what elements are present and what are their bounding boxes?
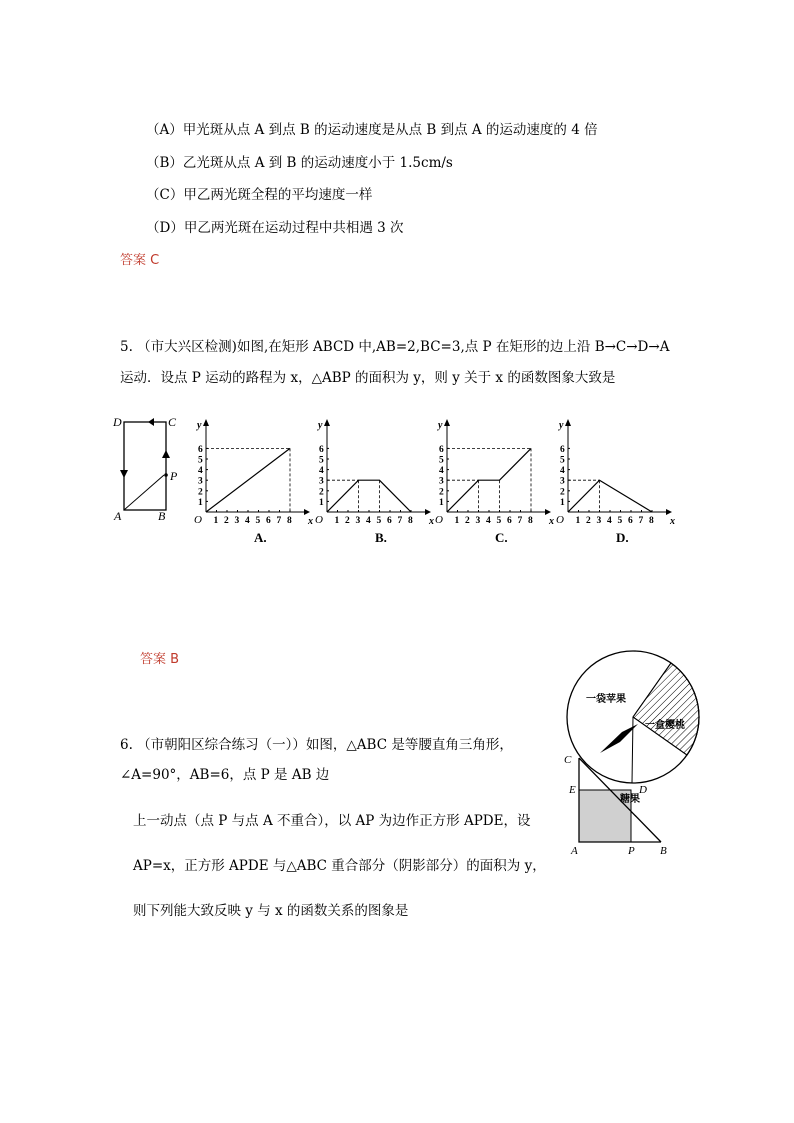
origin-label: O [315,514,323,526]
y-tick-label: 4 [319,466,324,477]
y-tick-label: 6 [319,444,324,455]
y-tick-label: 3 [198,476,203,487]
x-tick-label: 1 [334,516,340,526]
x-axis-label: x [670,516,675,527]
y-tick-label: 1 [439,497,444,508]
x-axis-arrow-icon [425,509,431,515]
q6-stem-line4: AP=x，正方形 APDE 与△ABC 重合部分（阴影部分）的面积为 y， [133,858,546,874]
x-tick-label: 8 [649,516,654,526]
y-tick-label: 1 [319,497,324,508]
tri-label-c: C [564,754,572,766]
q5-answer: 答案 B [140,652,180,667]
x-axis-arrow-icon [545,509,551,515]
rect-label-c: C [168,415,177,429]
q5-rectangle [112,415,178,523]
tri-label-d: D [639,784,647,796]
y-tick-label: 2 [560,487,565,498]
y-tick-label: 1 [198,497,203,508]
x-axis-label: x [549,516,554,527]
x-tick-label: 6 [507,516,512,526]
x-tick-label: 6 [266,516,271,526]
q5-graphs [194,419,675,545]
q4-option-a: （A）甲光斑从点 A 到点 B 的运动速度是从点 B 到点 A 的运动速度的 4 倍 [146,122,598,138]
y-axis-arrow-icon [565,419,571,426]
origin-label: O [194,514,202,526]
tri-label-b: B [660,845,667,857]
y-tick-label: 5 [439,455,444,466]
x-tick-label: 2 [224,516,229,526]
q6-pie-circle [567,651,699,805]
x-axis-label: x [429,516,434,527]
x-tick-label: 2 [586,516,591,526]
x-tick-label: 4 [366,516,371,526]
graph-caption: C. [495,530,508,545]
y-tick-label: 1 [560,497,565,508]
x-tick-label: 2 [465,516,470,526]
pie-label-apples: 一袋苹果 [586,694,626,705]
rect-label-d: D [113,415,122,429]
y-tick-label: 6 [439,444,444,455]
y-tick-label: 5 [198,455,203,466]
x-tick-label: 3 [596,516,602,526]
pie-label-candy: 糖果 [620,794,640,805]
graph-caption: A. [254,530,267,545]
graph-caption: B. [375,530,387,545]
q6-stem-line3: 上一动点（点 P 与点 A 不重合），以 AP 为边作正方形 APDE，设 [133,813,531,829]
graph-3 [435,419,554,545]
x-axis-label: x [308,516,313,527]
x-tick-label: 6 [628,516,633,526]
y-axis-arrow-icon [444,419,450,426]
x-tick-label: 7 [638,516,644,526]
pie-label-cherries: 一盒樱桃 [645,720,685,731]
x-tick-label: 5 [376,516,382,526]
x-tick-label: 8 [408,516,413,526]
q5-figure [100,408,680,548]
x-tick-label: 3 [234,516,240,526]
q4-option-d: （D）甲乙两光斑在运动过程中共相遇 3 次 [146,220,404,236]
y-axis-label: y [197,420,202,431]
x-tick-label: 8 [528,516,533,526]
x-tick-label: 5 [496,516,502,526]
x-tick-label: 5 [255,516,261,526]
y-tick-label: 3 [439,476,444,487]
q6-stem-line5: 则下列能大致反映 y 与 x 的函数关系的图象是 [133,903,409,919]
y-axis-label: y [559,420,564,431]
graph-2 [315,419,434,545]
y-tick-label: 2 [439,487,444,498]
x-tick-label: 4 [245,516,250,526]
rect-label-a: A [114,509,122,523]
x-tick-label: 4 [607,516,612,526]
q5-stem-line2: 运动．设点 P 运动的路程为 x，△ABP 的面积为 y，则 y 关于 x 的函数图象大致是 [120,370,616,386]
q4-option-b: （B）乙光斑从点 A 到 B 的运动速度小于 1.5cm/s [146,155,453,171]
x-tick-label: 7 [397,516,403,526]
y-tick-label: 6 [560,444,565,455]
series-line [327,480,411,512]
tri-label-a: A [571,845,578,857]
rect-label-b: B [158,509,166,523]
y-tick-label: 3 [319,476,324,487]
x-tick-label: 7 [276,516,282,526]
tri-label-p: P [628,845,635,857]
x-tick-label: 1 [213,516,219,526]
q6-stem-line2: ∠A=90°，AB=6，点 P 是 AB 边 [120,767,330,783]
graph-1 [194,419,313,545]
y-axis-arrow-icon [203,419,209,426]
origin-label: O [556,514,564,526]
x-tick-label: 1 [454,516,460,526]
x-tick-label: 8 [287,516,292,526]
y-tick-label: 4 [198,466,203,477]
x-tick-label: 7 [517,516,523,526]
x-tick-label: 3 [355,516,361,526]
tri-label-e: E [569,784,576,796]
x-tick-label: 6 [387,516,392,526]
y-tick-label: 5 [319,455,324,466]
y-axis-label: y [318,420,323,431]
origin-label: O [435,514,443,526]
q6-stem-line1: 6. （市朝阳区综合练习（一））如图，△ABC 是等腰直角三角形， [120,737,513,753]
y-axis-arrow-icon [324,419,330,426]
q6-figure [560,650,700,865]
y-tick-label: 5 [560,455,565,466]
x-tick-label: 1 [575,516,581,526]
x-axis-arrow-icon [304,509,310,515]
y-tick-label: 3 [560,476,565,487]
y-tick-label: 2 [319,487,324,498]
x-tick-label: 2 [345,516,350,526]
y-tick-label: 2 [198,487,203,498]
x-tick-label: 5 [617,516,623,526]
x-tick-label: 4 [486,516,491,526]
graph-4 [556,419,675,545]
series-line [568,480,652,512]
x-axis-arrow-icon [666,509,672,515]
rect-label-p: P [170,469,178,483]
q4-option-c: （C）甲乙两光斑全程的平均速度一样 [146,187,373,203]
y-tick-label: 6 [198,444,203,455]
graph-caption: D. [616,530,629,545]
y-axis-label: y [438,420,443,431]
y-tick-label: 4 [439,466,444,477]
q4-answer: 答案 C [120,253,160,268]
q5-stem-line1: 5. （市大兴区检测)如图,在矩形 ABCD 中,AB=2,BC=3,点 P 在矩形的边上沿 B→C→D→A [120,339,670,355]
x-tick-label: 3 [475,516,481,526]
y-tick-label: 4 [560,466,565,477]
series-line [206,448,290,512]
